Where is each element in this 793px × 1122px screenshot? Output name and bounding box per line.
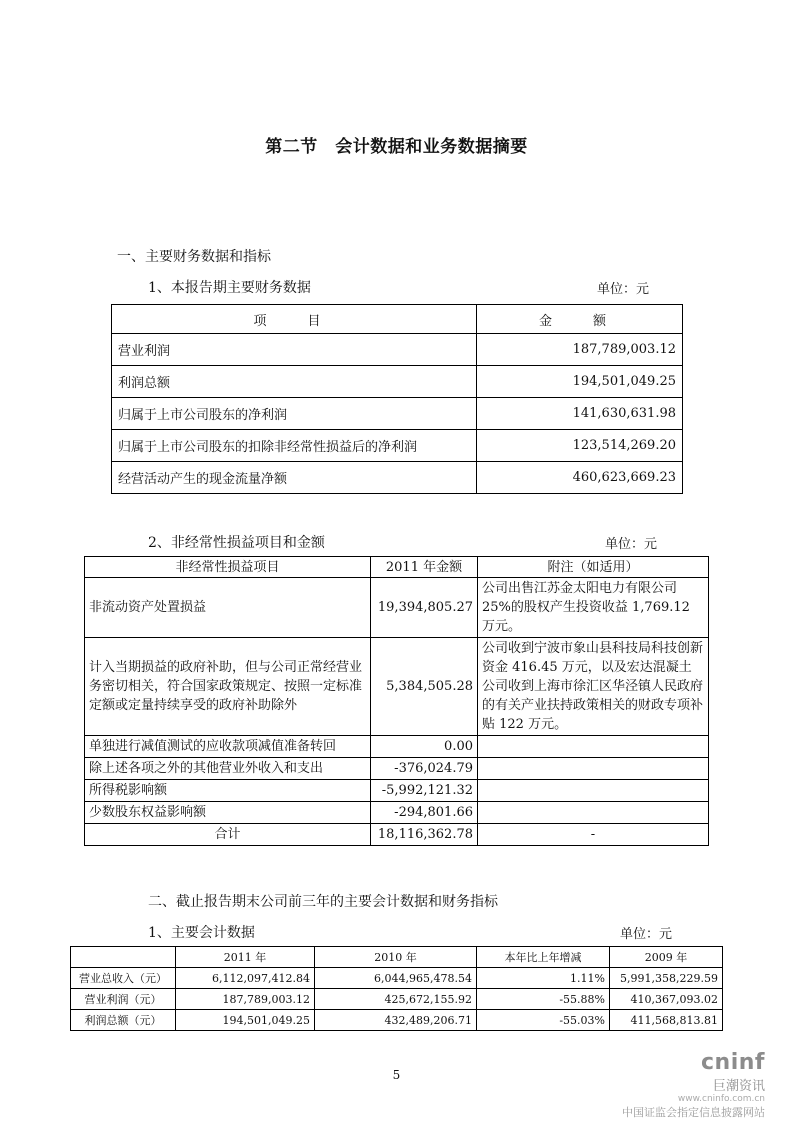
row-2011: 194,501,049.25 xyxy=(176,1010,315,1031)
col-blank-header xyxy=(71,947,176,968)
table-row xyxy=(85,736,709,758)
row-label: 计入当期损益的政府补助，但与公司正常经营业务密切相关，符合国家政策规定、按照一定标准定额或定量持续享受的政府补助除外 xyxy=(85,638,371,736)
row-label: 所得税影响额 xyxy=(85,780,371,802)
row-label: 少数股东权益影响额 xyxy=(85,802,371,824)
row-note xyxy=(478,780,709,802)
table-row xyxy=(71,968,723,989)
col-item-header: 项 目 xyxy=(112,305,477,334)
total-value: 18,116,362.78 xyxy=(371,824,478,846)
page-title: 第二节 会计数据和业务数据摘要 xyxy=(265,137,528,157)
col-item-header: 非经常性损益项目 xyxy=(85,557,371,578)
col-2010-header: 2010 年 xyxy=(315,947,477,968)
row-2011: 187,789,003.12 xyxy=(176,989,315,1010)
total-label: 合计 xyxy=(85,824,371,846)
row-label: 营业总收入（元） xyxy=(71,968,176,989)
row-value: 194,501,049.25 xyxy=(477,366,683,398)
row-value: 123,514,269.20 xyxy=(477,430,683,462)
row-value: 19,394,805.27 xyxy=(371,578,478,638)
watermark-slogan: 中国证监会指定信息披露网站 xyxy=(622,1106,765,1119)
table-row xyxy=(112,366,683,398)
row-value: -294,801.66 xyxy=(371,802,478,824)
col-note-header: 附注（如适用） xyxy=(478,557,709,578)
table-header-row xyxy=(85,557,709,578)
row-label: 利润总额（元） xyxy=(71,1010,176,1031)
row-label: 营业利润（元） xyxy=(71,989,176,1010)
col-change-header: 本年比上年增减 xyxy=(477,947,610,968)
col-2009-header: 2009 年 xyxy=(610,947,723,968)
row-value: -376,024.79 xyxy=(371,758,478,780)
table-row xyxy=(85,638,709,736)
row-change: -55.03% xyxy=(477,1010,610,1031)
row-value: 0.00 xyxy=(371,736,478,758)
page-number: 5 xyxy=(392,1068,401,1082)
main-financial-table xyxy=(111,304,683,494)
row-2009: 5,991,358,229.59 xyxy=(610,968,723,989)
row-change: -55.88% xyxy=(477,989,610,1010)
row-2010: 432,489,206.71 xyxy=(315,1010,477,1031)
non-recurring-table xyxy=(84,556,709,846)
three-year-table xyxy=(70,946,723,1031)
table-row xyxy=(85,758,709,780)
row-value: 460,623,669.23 xyxy=(477,462,683,494)
row-label: 单独进行减值测试的应收款项减值准备转回 xyxy=(85,736,371,758)
row-change: 1.11% xyxy=(477,968,610,989)
row-note xyxy=(478,758,709,780)
table-row xyxy=(112,462,683,494)
row-note: 公司收到宁波市象山县科技局科技创新资金 416.45 万元，以及宏达混凝土公司收到上海市徐汇区华泾镇人民政府的有关产业扶持政策相关的财政专项补贴 122 万元。 xyxy=(478,638,709,736)
row-label: 经营活动产生的现金流量净额 xyxy=(112,462,477,494)
table-row xyxy=(85,802,709,824)
watermark-brand-cn: 巨潮资讯 xyxy=(712,1079,765,1094)
watermark-brand: cninf xyxy=(701,1050,765,1075)
section1-sub2-unit: 单位：元 xyxy=(605,537,658,552)
row-value: 5,384,505.28 xyxy=(371,638,478,736)
row-label: 归属于上市公司股东的净利润 xyxy=(112,398,477,430)
table-header-row xyxy=(112,305,683,334)
section1-heading: 一、主要财务数据和指标 xyxy=(117,249,271,265)
row-value: 141,630,631.98 xyxy=(477,398,683,430)
row-label: 利润总额 xyxy=(112,366,477,398)
col-amount-header: 2011 年金额 xyxy=(371,557,478,578)
row-2011: 6,112,097,412.84 xyxy=(176,968,315,989)
section1-sub1-unit: 单位：元 xyxy=(597,282,650,297)
watermark-url: www.cninfo.com.cn xyxy=(677,1094,765,1104)
table-row xyxy=(71,1010,723,1031)
total-note: - xyxy=(478,824,709,846)
col-amount-header: 金 额 xyxy=(477,305,683,334)
table-row xyxy=(112,334,683,366)
total-row xyxy=(85,824,709,846)
table-row xyxy=(85,578,709,638)
table-row xyxy=(71,989,723,1010)
section2-sub1-heading: 1、主要会计数据 xyxy=(148,925,255,941)
row-label: 除上述各项之外的其他营业外收入和支出 xyxy=(85,758,371,780)
row-2010: 425,672,155.92 xyxy=(315,989,477,1010)
col-2011-header: 2011 年 xyxy=(176,947,315,968)
table-row xyxy=(85,780,709,802)
section2-sub1-unit: 单位：元 xyxy=(620,927,673,942)
row-2010: 6,044,965,478.54 xyxy=(315,968,477,989)
row-2009: 410,367,093.02 xyxy=(610,989,723,1010)
row-label: 营业利润 xyxy=(112,334,477,366)
table-row xyxy=(112,430,683,462)
row-2009: 411,568,813.81 xyxy=(610,1010,723,1031)
table-row xyxy=(112,398,683,430)
row-label: 非流动资产处置损益 xyxy=(85,578,371,638)
section1-sub2-heading: 2、非经常性损益项目和金额 xyxy=(148,535,325,551)
section2-heading: 二、截止报告期末公司前三年的主要会计数据和财务指标 xyxy=(148,894,498,910)
row-label: 归属于上市公司股东的扣除非经常性损益后的净利润 xyxy=(112,430,477,462)
row-note: 公司出售江苏金太阳电力有限公司25%的股权产生投资收益 1,769.12 万元。 xyxy=(478,578,709,638)
row-note xyxy=(478,802,709,824)
row-note xyxy=(478,736,709,758)
row-value: 187,789,003.12 xyxy=(477,334,683,366)
table-header-row xyxy=(71,947,723,968)
row-value: -5,992,121.32 xyxy=(371,780,478,802)
section1-sub1-heading: 1、本报告期主要财务数据 xyxy=(148,280,311,296)
cninfo-watermark xyxy=(622,1050,765,1120)
